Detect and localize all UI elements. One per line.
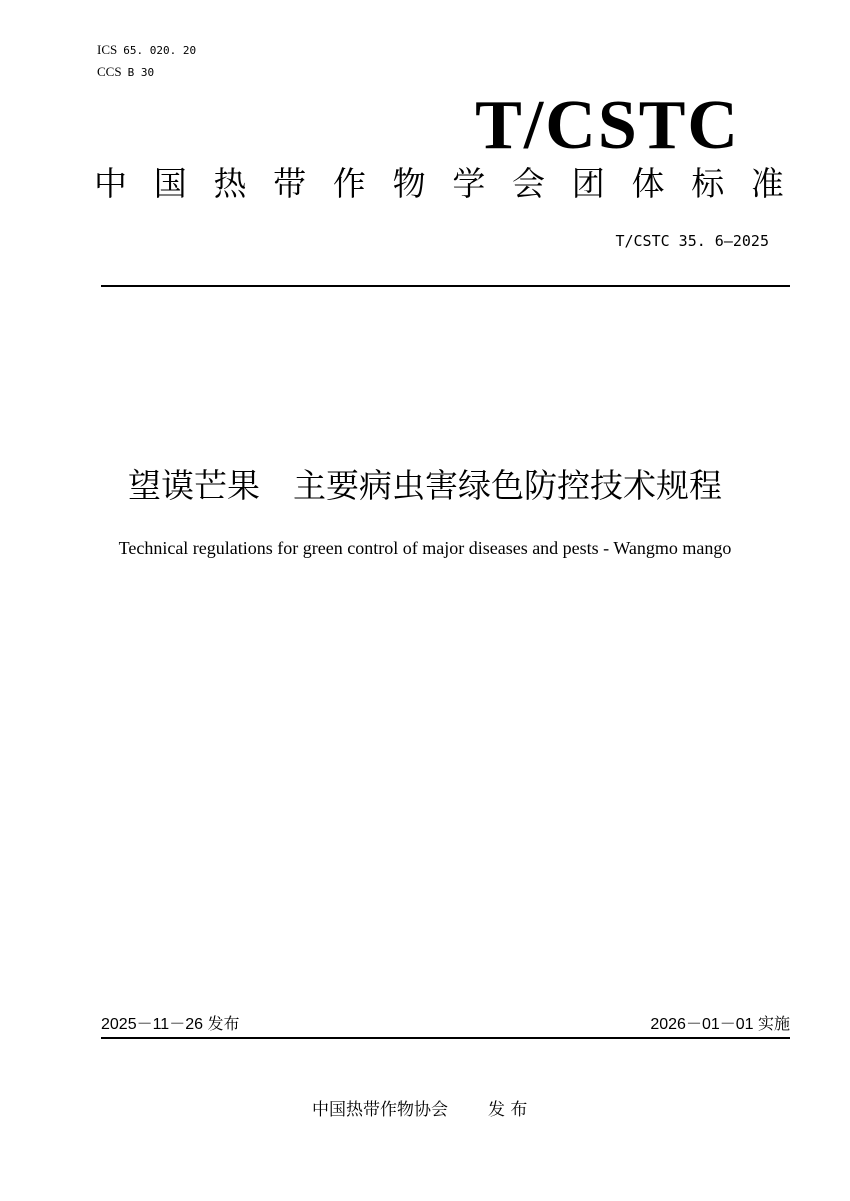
document-title-english: Technical regulations for green control of major diseases and pests - Wangmo mango	[118, 538, 732, 558]
org-title-char: 准	[750, 164, 784, 203]
ics-code	[97, 42, 196, 59]
document-title-chinese: 望谟芒果 主要病虫害绿色防控技术规程	[128, 466, 722, 505]
org-title-char: 国	[153, 164, 187, 203]
ics-label: ICS	[97, 42, 118, 57]
implementation-date: 2026－01－01 实施	[650, 1016, 790, 1033]
org-title-char: 带	[273, 164, 307, 203]
org-title-char: 体	[631, 164, 665, 203]
ccs-label: CCS	[97, 64, 122, 79]
organization-title	[94, 162, 784, 206]
org-title-char: 作	[332, 164, 366, 203]
org-title-char: 热	[213, 164, 247, 203]
top-divider	[101, 285, 790, 287]
org-title-char: 物	[392, 164, 426, 203]
bottom-divider	[101, 1037, 790, 1039]
org-title-char: 会	[512, 164, 546, 203]
standard-logo: T/CSTC	[475, 87, 740, 164]
publisher-name: 中国热带作物协会	[312, 1100, 448, 1120]
publisher-line	[312, 1098, 527, 1122]
org-title-char: 学	[452, 164, 486, 203]
ccs-value: B 30	[127, 66, 155, 79]
issue-date: 2025－11－26 发布	[101, 1016, 240, 1033]
publisher-action: 发 布	[488, 1100, 528, 1120]
org-title-char: 中	[94, 164, 127, 203]
standard-number: T/CSTC 35. 6—2025	[615, 232, 769, 250]
ccs-code	[97, 64, 154, 81]
ics-value: 65. 020. 20	[123, 44, 197, 57]
org-title-char: 团	[571, 164, 605, 203]
org-title-char: 标	[691, 164, 725, 203]
